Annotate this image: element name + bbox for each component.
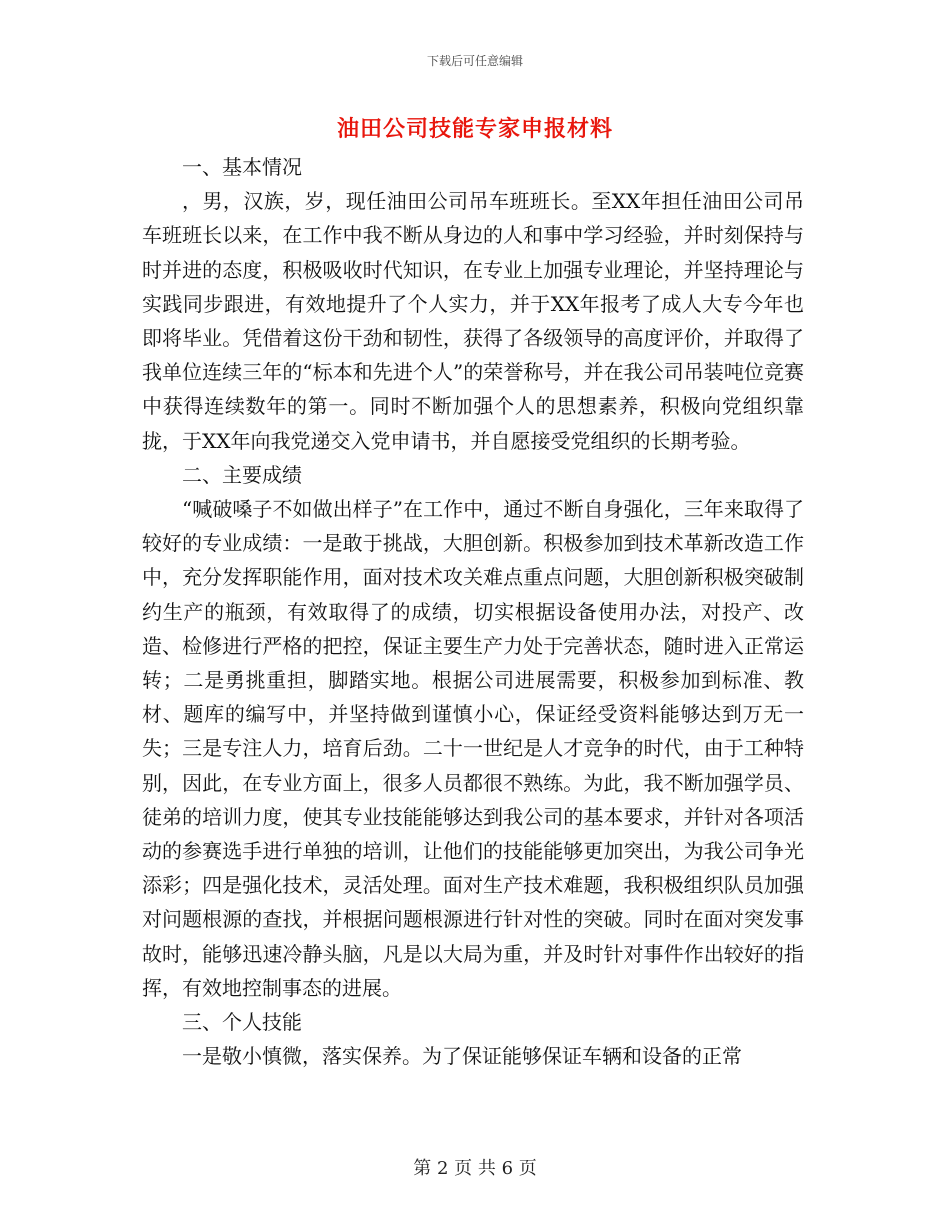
page-number-footer: 第 2 页 共 6 页 [413, 1158, 537, 1179]
document-body [142, 150, 804, 1073]
paragraph-achievements: “喊破嗓子不如做出样子”在工作中，通过不断自身强化，三年来取得了较好的专业成绩：一是敢于挑战，大胆创新。积极参加到技术革新改造工作中，充分发挥职能作用，面对技术攻关难点重点问题，大胆创新积极突破制约生产的瓶颈，有效取得了的成绩，切实根据设备使用办法，对投产、改造、检修进行严格的把控，保证主要生产力处于完善状态，随时进入正常运转；二是勇挑重担，脚踏实地。根据公司进展需要，积极参加到标准、教材、题库的编写中，并坚持做到谨慎小心，保证经受资料能够达到万无一失；三是专注人力，培育后劲。二十一世纪是人才竞争的时代，由于工种特别，因此，在专业方面上，很多人员都很不熟练。为此，我不断加强学员、徒弟的培训力度，使其专业技能能够达到我公司的基本要求，并针对各项活动的参赛选手进行单独的培训，让他们的技能能够更加突出，为我公司争光添彩；四是强化技术，灵活处理。面对生产技术难题，我积极组织队员加强对问题根源的查找，并根据问题根源进行针对性的突破。同时在面对突发事故时，能够迅速冷静头脑，凡是以大局为重，并及时针对事件作出较好的指挥，有效地控制事态的进展。 [142, 497, 804, 1000]
section-heading-personal-skills: 三、个人技能 [182, 1010, 302, 1035]
paragraph-personal-skills: 一是敬小慎微，落实保养。为了保证能够保证车辆和设备的正常 [182, 1044, 742, 1069]
paragraph-basic-info: ，男，汉族，岁，现任油田公司吊车班班长。至XX年担任油田公司吊车班班长以来，在工作中我不断从身边的人和事中学习经验，并时刻保持与时并进的态度，积极吸收时代知识，在专业上加强专业理论，并坚持理论与实践同步跟进，有效地提升了个人实力，并于XX年报考了成人大专今年也即将毕业。凭借着这份干劲和韧性，获得了各级领导的高度评价，并取得了我单位连续三年的“标本和先进个人”的荣誉称号，并在我公司吊装吨位竞赛中获得连续数年的第一。同时不断加强个人的思想素养，积极向党组织靠拢，于XX年向我党递交入党申请书，并自愿接受党组织的长期考验。 [142, 189, 804, 453]
section-heading-basic-info: 一、基本情况 [182, 155, 302, 179]
section-heading-achievements: 二、主要成绩 [182, 462, 302, 487]
document-title: 油田公司技能专家申报材料 [336, 116, 613, 142]
page-header-note: 下载后可任意编辑 [426, 54, 523, 68]
